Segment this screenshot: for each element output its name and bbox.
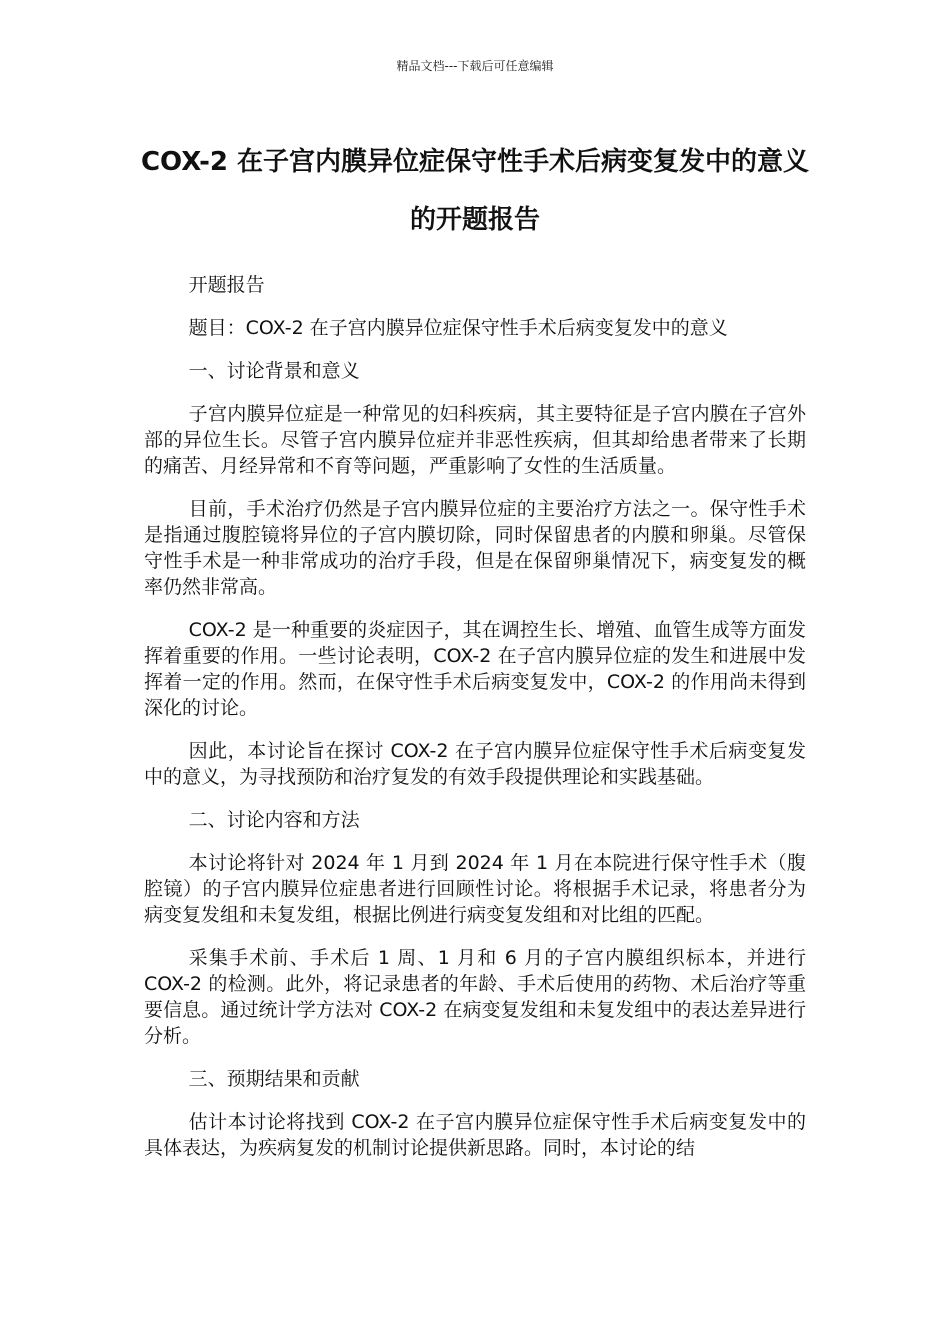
body-paragraph: 子宫内膜异位症是一种常见的妇科疾病，其主要特征是子宫内膜在子宫外部的异位生长。尽管子宫内膜异位症并非恶性疾病，但其却给患者带来了长期的痛苦、月经异常和不育等问题，严重影响了女性的生活质量。 (144, 403, 806, 477)
body-paragraph: 目前，手术治疗仍然是子宫内膜异位症的主要治疗方法之一。保守性手术是指通过腹腔镜将异位的子宫内膜切除，同时保留患者的内膜和卵巢。尽管保守性手术是一种非常成功的治疗手段，但是在保留卵巢情况下，病变复发的概率仍然非常高。 (144, 498, 806, 598)
body-paragraph: COX-2 是一种重要的炎症因子，其在调控生长、增殖、血管生成等方面发挥着重要的作用。一些讨论表明，COX-2 在子宫内膜异位症的发生和进展中发挥着一定的作用。然而，在保守性手术后病变复发中，COX-2 的作用尚未得到深化的讨论。 (144, 619, 806, 719)
topic-line: 题目：COX-2 在子宫内膜异位症保守性手术后病变复发中的意义 (188, 317, 728, 339)
section-heading-expected-results: 三、预期结果和贡献 (188, 1068, 360, 1090)
section-heading-methods: 二、讨论内容和方法 (188, 809, 360, 831)
section-heading-background: 一、讨论背景和意义 (188, 360, 360, 382)
body-paragraph: 因此，本讨论旨在探讨 COX-2 在子宫内膜异位症保守性手术后病变复发中的意义，为寻找预防和治疗复发的有效手段提供理论和实践基础。 (144, 740, 806, 788)
document-body (144, 272, 806, 1178)
body-paragraph: 采集手术前、手术后 1 周、1 月和 6 月的子宫内膜组织标本，并进行 COX-2 的检测。此外，将记录患者的年龄、手术后使用的药物、术后治疗等重要信息。通过统计学方法对 COX-2 在病变复发组和未复发组中的表达差异进行分析。 (144, 947, 806, 1047)
page-header-note: 精品文档---下载后可任意编辑 (396, 59, 554, 73)
document-title: COX-2 在子宫内膜异位症保守性手术后病变复发中的意义的开题报告 (140, 147, 810, 235)
section-label-report: 开题报告 (188, 274, 265, 296)
body-paragraph: 本讨论将针对 2024 年 1 月到 2024 年 1 月在本院进行保守性手术（腹腔镜）的子宫内膜异位症患者进行回顾性讨论。将根据手术记录，将患者分为病变复发组和未复发组，根据比例进行病变复发组和对比组的匹配。 (144, 852, 806, 926)
body-paragraph: 估计本讨论将找到 COX-2 在子宫内膜异位症保守性手术后病变复发中的具体表达，为疾病复发的机制讨论提供新思路。同时，本讨论的结 (144, 1111, 806, 1159)
